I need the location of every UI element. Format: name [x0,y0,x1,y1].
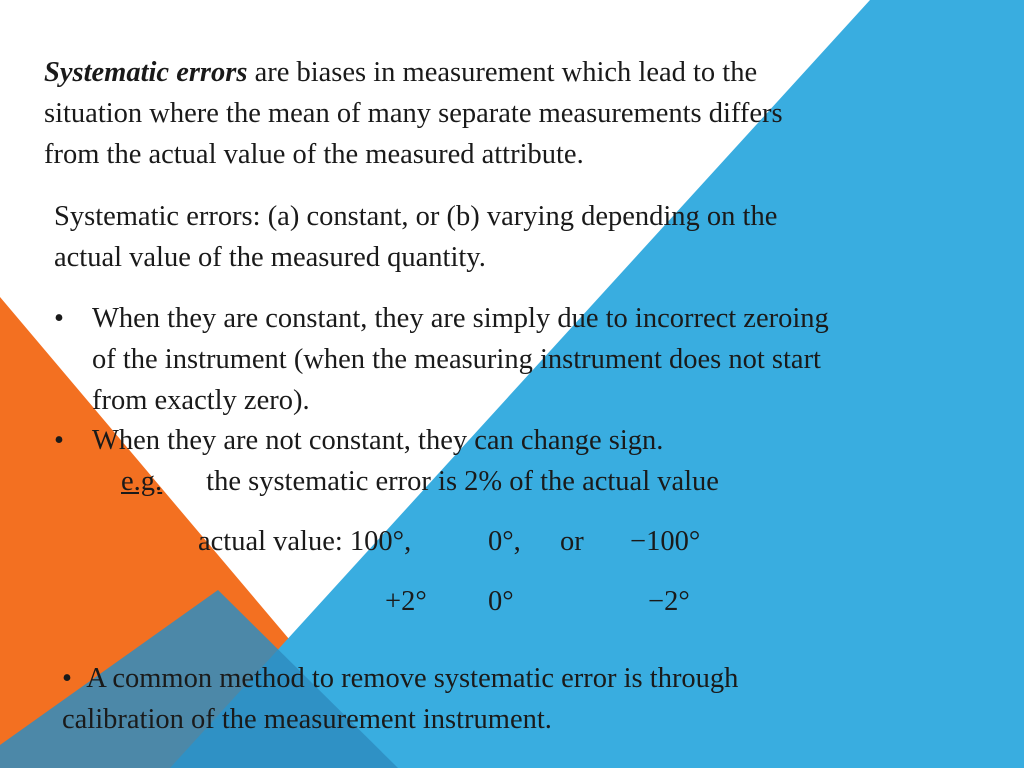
error-value-positive: +2° [385,586,427,617]
actual-value-label: actual value: 100°, [198,526,412,557]
bullet-calibration-line-1: A common method to remove systematic error is through [86,663,739,694]
definition-line-2: situation where the mean of many separate measurements differs [44,98,783,129]
bullet-calibration [62,658,738,740]
bullet-calibration-line-2: calibration of the measurement instrument. [62,704,552,735]
types-line-1: Systematic errors: (a) constant, or (b) varying depending on the [54,201,778,232]
error-value-negative: −2° [648,586,690,617]
actual-value-or: or [560,526,584,557]
types-paragraph [54,196,777,278]
bullet-marker: • [62,663,72,694]
term-systematic-errors: Systematic errors [44,57,248,88]
example-line [121,461,719,502]
error-value-zero: 0° [488,586,514,617]
definition-line-1: are biases in measurement which lead to the [247,57,758,88]
bullet-not-constant [54,420,663,461]
bullet-constant-line-1: When they are constant, they are simply due to incorrect zeroing [92,303,829,334]
bullet-constant-line-3: from exactly zero). [92,385,310,416]
actual-value-negative: −100° [630,526,701,557]
example-label: e.g. [121,466,163,497]
actual-value-zero: 0°, [488,526,521,557]
definition-paragraph [44,52,783,175]
definition-line-3: from the actual value of the measured attribute. [44,139,584,170]
types-line-2: actual value of the measured quantity. [54,242,486,273]
bullet-marker: • [54,303,64,334]
bullet-constant [54,298,829,421]
example-text: the systematic error is 2% of the actual value [206,466,719,497]
bullet-marker: • [54,425,64,456]
bullet-constant-line-2: of the instrument (when the measuring instrument does not start [92,344,821,375]
bullet-not-constant-line-1: When they are not constant, they can change sign. [92,425,664,456]
